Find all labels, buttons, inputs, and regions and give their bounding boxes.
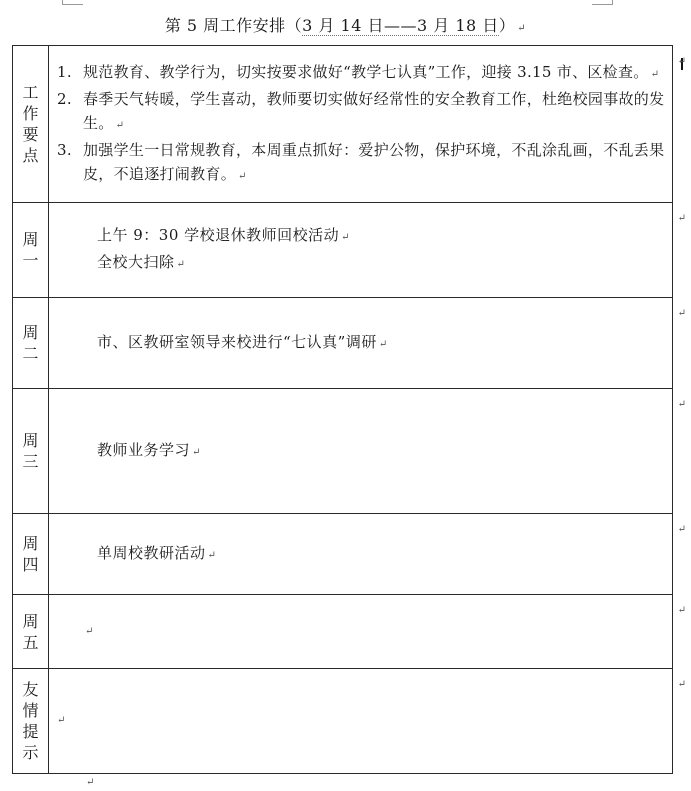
page-title: [0, 13, 691, 36]
label-char: 五: [22, 632, 39, 652]
row-end-mark: ↵: [677, 524, 686, 535]
table-row-thursday: [13, 514, 673, 595]
item-text: 规范教育、教学行为，切实按要求做好“教学七认真”工作，迎接 3.15 市、区检查。: [83, 62, 649, 81]
title-prefix: 第 5 周工作安排（: [164, 16, 303, 35]
table-row-tips: [13, 669, 673, 774]
day-content-monday[interactable]: [49, 203, 686, 298]
paragraph-mark: ↵: [238, 170, 247, 182]
work-points-list: [49, 54, 672, 195]
label-char: 一: [22, 251, 39, 270]
day-content-wednesday[interactable]: [49, 389, 686, 514]
label-char: 工: [22, 83, 39, 102]
entry-text: 全校大扫除: [97, 253, 175, 271]
entry-text: 市、区教研室领导来校进行“七认真”调研: [97, 332, 377, 351]
tips-label: [13, 669, 49, 774]
day-label-thursday: [13, 514, 49, 595]
schedule-entry: [49, 541, 672, 568]
title-suffix: ）: [498, 16, 516, 35]
label-char: 周: [22, 431, 39, 450]
work-points-content[interactable]: [49, 46, 686, 203]
table-row-wednesday: [13, 389, 673, 514]
label-char: 点: [22, 146, 39, 165]
schedule-entry: [49, 330, 672, 357]
label-char: 二: [22, 344, 39, 363]
label-char: 示: [22, 743, 39, 762]
entry-text: 单周校教研活动: [97, 543, 206, 562]
tips-content[interactable]: [49, 669, 686, 774]
day-label-friday: [13, 595, 49, 669]
work-points-label: [13, 46, 49, 203]
label-char: 周: [22, 230, 39, 249]
page-corner-mark-left: [62, 0, 83, 5]
paragraph-mark: ↵: [517, 23, 527, 34]
day-content-friday[interactable]: [49, 595, 686, 669]
table-row-monday: [13, 203, 673, 298]
list-item: [57, 60, 666, 87]
schedule-entry: [49, 438, 672, 465]
entry-text: 上午 9：30 学校退休教师回校活动: [97, 226, 340, 244]
list-item: [57, 87, 666, 138]
item-number: 2.: [57, 89, 72, 108]
table-row-tuesday: [13, 298, 673, 389]
schedule-entry: [49, 223, 672, 250]
label-char: 周: [22, 323, 39, 342]
item-text: 加强学生一日常规教育，本周重点抓好：爱护公物，保护环境，不乱涂乱画，不乱丢果皮，不追逐打闹教育。: [83, 140, 665, 183]
row-end-mark: ↵: [677, 213, 686, 224]
row-end-mark: ↵: [677, 399, 686, 410]
row-end-mark: ↵: [677, 679, 686, 690]
list-item: [57, 138, 666, 189]
paragraph-mark: ↵: [176, 259, 186, 270]
label-char: 周: [22, 534, 39, 553]
table-row-friday: [13, 595, 673, 669]
paragraph-mark: ↵: [650, 68, 660, 80]
day-label-monday: [13, 203, 49, 298]
page-corner-mark-right: [592, 0, 613, 5]
item-number: 1.: [57, 62, 72, 81]
label-char: 作: [22, 104, 39, 123]
label-char: 要: [22, 125, 39, 144]
day-label-tuesday: [13, 298, 49, 389]
paragraph-mark: ↵: [192, 446, 201, 458]
label-char: 周: [22, 611, 39, 631]
paragraph-mark: ↵: [341, 232, 351, 243]
paragraph-mark: ↵: [115, 119, 125, 131]
paragraph-mark: ↵: [207, 549, 217, 561]
table-row-work-points: [13, 46, 673, 203]
day-label-wednesday: [13, 389, 49, 514]
label-char: 提: [22, 722, 39, 741]
day-content-tuesday[interactable]: [49, 298, 686, 389]
label-char: 三: [22, 452, 39, 471]
paragraph-mark: ↵: [378, 338, 388, 350]
label-char: 友: [22, 680, 39, 699]
row-end-mark: ↵: [677, 56, 686, 67]
item-number: 3.: [57, 140, 72, 159]
schedule-table: [12, 45, 686, 774]
row-end-mark: ↵: [677, 605, 686, 616]
day-content-thursday[interactable]: [49, 514, 686, 595]
empty-paragraph: ↵: [85, 625, 94, 637]
entry-text: 教师业务学习: [97, 440, 191, 459]
row-end-mark: ↵: [677, 308, 686, 319]
label-char: 情: [22, 701, 39, 720]
item-text: 春季天气转暖，学生喜动，教师要切实做好经常性的安全教育工作，杜绝校园事故的发生。: [83, 89, 665, 132]
title-dates: 3 月 14 日——3 月 18 日: [302, 16, 499, 35]
schedule-entry: [49, 250, 672, 277]
empty-paragraph: ↵: [57, 715, 66, 726]
paragraph-mark: ↵: [86, 777, 95, 788]
label-char: 四: [22, 555, 39, 574]
